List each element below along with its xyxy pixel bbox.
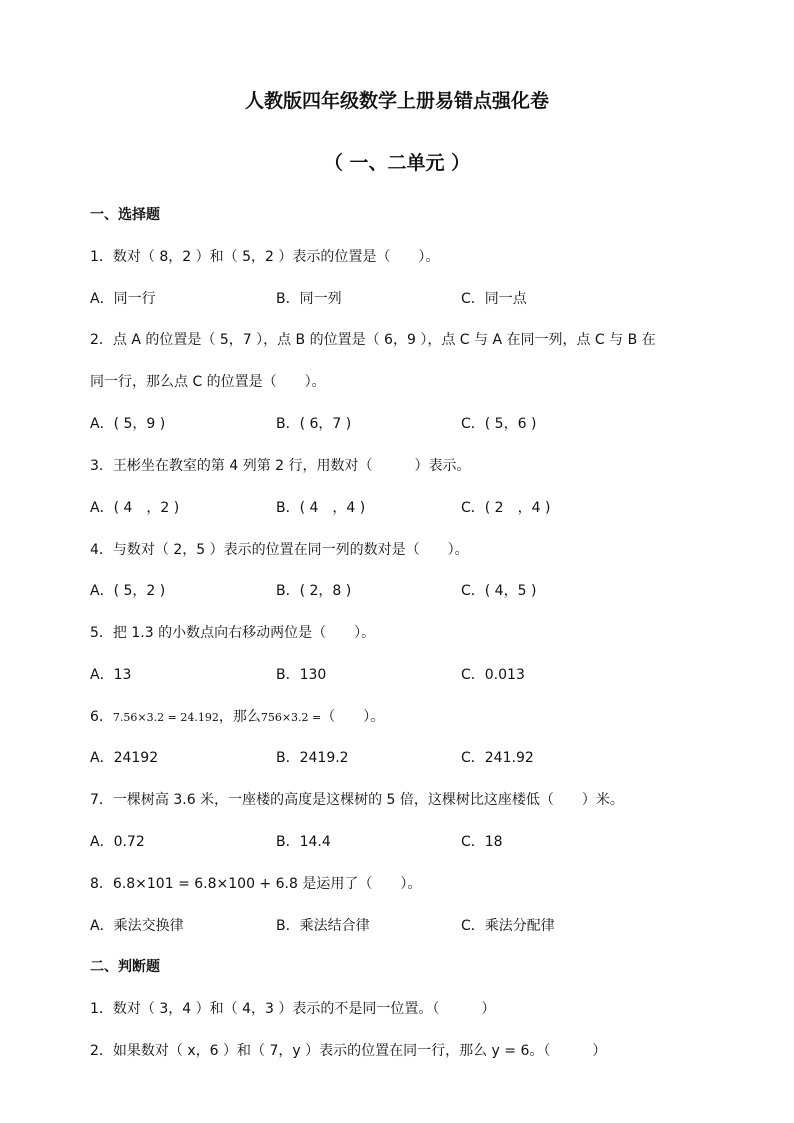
question-6-stem [90, 707, 384, 728]
question-1-option-a[interactable]: A．同一行 [90, 291, 156, 307]
question-6-formula-1: 7.56×3.2 = 24.192 [112, 711, 219, 724]
question-4-stem: 4．与数对（ 2，5 ）表示的位置在同一列的数对是（ ）。 [90, 542, 469, 558]
question-3-stem: 3．王彬坐在教室的第 4 列第 2 行，用数对（ ）表示。 [90, 458, 471, 474]
question-1-stem: 1．数对（ 8，2 ）和（ 5，2 ）表示的位置是（ ）。 [90, 249, 440, 265]
question-6-suffix: （ ）。 [321, 709, 385, 725]
document-subtitle: （ 一、二单元 ） [323, 152, 471, 174]
question-7-option-c[interactable]: C．18 [461, 834, 503, 850]
question-8-option-b[interactable]: B．乘法结合律 [276, 918, 370, 934]
question-8-stem: 8．6.8×101 = 6.8×100 + 6.8 是运用了（ ）。 [90, 876, 422, 892]
question-2-stem-line1: 2．点 A 的位置是（ 5，7 ），点 B 的位置是（ 6，9 ），点 C 与 A 在同一列，点 C 与 B 在 [90, 332, 656, 348]
question-7-option-a[interactable]: A．0.72 [90, 834, 145, 850]
question-2-option-a[interactable]: A．( 5，9 ) [90, 416, 166, 432]
question-4-option-a[interactable]: A．( 5，2 ) [90, 583, 166, 599]
question-2-option-b[interactable]: B．( 6，7 ) [276, 416, 352, 432]
question-3-option-a[interactable]: A．( 4 ，2 ) [90, 500, 180, 516]
question-6-formula-2: 756×3.2 = [260, 711, 322, 724]
question-7-stem: 7．一棵树高 3.6 米，一座楼的高度是这棵树的 5 倍，这棵树比这座楼低（ ）米。 [90, 792, 624, 808]
section-heading-judgement: 二、判断题 [90, 959, 160, 975]
question-6-prefix: 6． [90, 709, 113, 725]
question-8-option-a[interactable]: A．乘法交换律 [90, 918, 184, 934]
question-6-option-c[interactable]: C．241.92 [461, 750, 534, 766]
question-1-option-b[interactable]: B．同一列 [276, 291, 342, 307]
question-2-stem-line2: 同一行，那么点 C 的位置是（ ）。 [90, 374, 326, 390]
question-5-option-b[interactable]: B．130 [276, 667, 327, 683]
question-4-option-b[interactable]: B．( 2，8 ) [276, 583, 352, 599]
question-5-option-a[interactable]: A．13 [90, 667, 132, 683]
question-2-option-c[interactable]: C．( 5，6 ) [461, 416, 537, 432]
question-6-mid: ，那么 [218, 709, 261, 725]
question-6-option-a[interactable]: A．24192 [90, 750, 159, 766]
question-4-option-c[interactable]: C．( 4，5 ) [461, 583, 537, 599]
section-heading-choice: 一、选择题 [90, 207, 160, 223]
question-7-option-b[interactable]: B．14.4 [276, 834, 331, 850]
judgement-2: 2．如果数对（ x，6 ）和（ 7，y ）表示的位置在同一行，那么 y = 6。（ ） [90, 1043, 607, 1059]
question-8-option-c[interactable]: C．乘法分配律 [461, 918, 555, 934]
question-5-stem: 5．把 1.3 的小数点向右移动两位是（ ）。 [90, 625, 376, 641]
question-1-option-c[interactable]: C．同一点 [461, 291, 527, 307]
document-title: 人教版四年级数学上册易错点强化卷 [244, 90, 549, 112]
question-6-option-b[interactable]: B．2419.2 [276, 750, 349, 766]
judgement-1: 1．数对（ 3，4 ）和（ 4，3 ）表示的不是同一位置。（ ） [90, 1001, 496, 1017]
question-3-option-c[interactable]: C．( 2 ，4 ) [461, 500, 551, 516]
question-3-option-b[interactable]: B．( 4 ，4 ) [276, 500, 366, 516]
question-5-option-c[interactable]: C．0.013 [461, 667, 525, 683]
